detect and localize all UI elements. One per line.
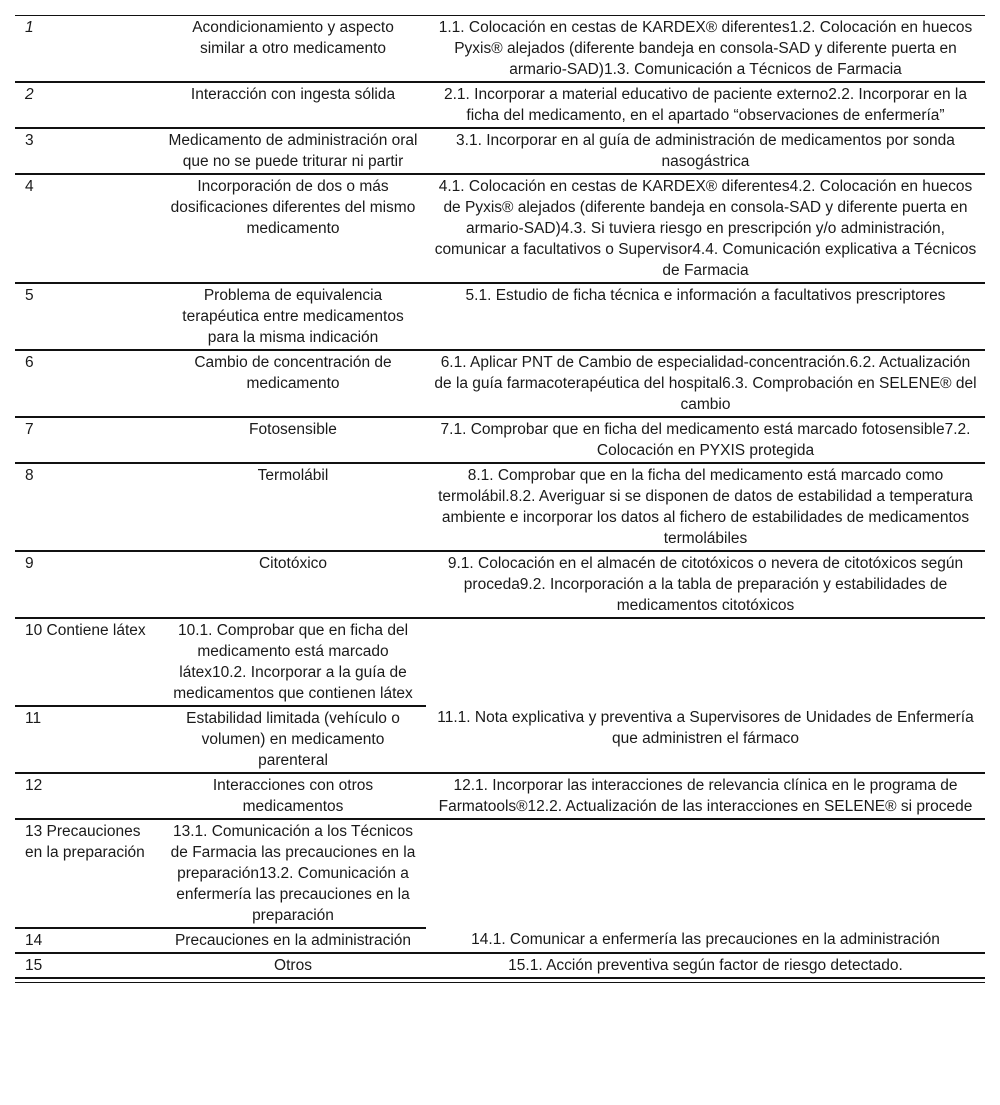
table-row: [15, 16, 985, 82]
risk-factor: Acondicionamiento y aspecto similar a otro medicamento: [160, 16, 426, 82]
row-number: 8: [15, 463, 160, 551]
risk-factor: Estabilidad limitada (vehículo o volumen) en medicamento parenteral: [160, 706, 426, 773]
risk-factor: Interacción con ingesta sólida: [160, 82, 426, 128]
preventive-action-empty: [426, 819, 985, 928]
risk-factor: Incorporación de dos o más dosificaciones diferentes del mismo medicamento: [160, 174, 426, 283]
table-row: [15, 618, 985, 706]
table-row: [15, 773, 985, 819]
preventive-action: 3.1. Incorporar en al guía de administración de medicamentos por sonda nasogástrica: [426, 128, 985, 174]
row-number: 6: [15, 350, 160, 417]
risk-factor: 10.1. Comprobar que en ficha del medicamento está marcado látex10.2. Incorporar a la guía de medicamentos que contienen látex: [160, 618, 426, 706]
row-number: 10 Contiene látex: [15, 618, 160, 706]
table-row: [15, 128, 985, 174]
risk-factor: Cambio de concentración de medicamento: [160, 350, 426, 417]
preventive-action: 5.1. Estudio de ficha técnica e información a facultativos prescriptores: [426, 283, 985, 350]
preventive-action: 1.1. Colocación en cestas de KARDEX® diferentes1.2. Colocación en huecos Pyxis® alejados (diferente bandeja en consola-SAD y diferente puerta en armario-SAD)1.3. Comunicación a Técnicos de Farmacia: [426, 16, 985, 82]
row-number: 7: [15, 417, 160, 463]
table-body: [15, 16, 985, 978]
table-row: [15, 551, 985, 618]
preventive-action: 15.1. Acción preventiva según factor de riesgo detectado.: [426, 953, 985, 978]
table-bottom-rule: [15, 982, 985, 983]
row-number: 1: [15, 16, 160, 82]
preventive-action-empty: [426, 618, 985, 706]
preventive-action: 6.1. Aplicar PNT de Cambio de especialidad-concentración.6.2. Actualización de la guía farmacoterapéutica del hospital6.3. Comprobación en SELENE® del cambio: [426, 350, 985, 417]
preventive-action: 7.1. Comprobar que en ficha del medicamento está marcado fotosensible7.2. Colocación en PYXIS protegida: [426, 417, 985, 463]
preventive-action: 2.1. Incorporar a material educativo de paciente externo2.2. Incorporar en la ficha del medicamento, en el apartado “observaciones de enfermería”: [426, 82, 985, 128]
preventive-action: 9.1. Colocación en el almacén de citotóxicos o nevera de citotóxicos según proceda9.2. Incorporación a la tabla de preparación y estabilidades de medicamentos citotóxicos: [426, 551, 985, 618]
table-row: [15, 819, 985, 928]
preventive-action: 11.1. Nota explicativa y preventiva a Supervisores de Unidades de Enfermería que administren el fármaco: [426, 706, 985, 773]
risk-factor: Interacciones con otros medicamentos: [160, 773, 426, 819]
table-row: [15, 928, 985, 953]
table-row: [15, 174, 985, 283]
preventive-action: 12.1. Incorporar las interacciones de relevancia clínica en le programa de Farmatools®12.2. Actualización de las interacciones en SELENE® si procede: [426, 773, 985, 819]
risk-factor: Termolábil: [160, 463, 426, 551]
risk-factor: Citotóxico: [160, 551, 426, 618]
risk-factor: Otros: [160, 953, 426, 978]
row-number: 3: [15, 128, 160, 174]
table-row: [15, 350, 985, 417]
table-row: [15, 82, 985, 128]
preventive-action: 8.1. Comprobar que en la ficha del medicamento está marcado como termolábil.8.2. Averiguar si se disponen de datos de estabilidad a temperatura ambiente e incorporar los datos al fichero de estabilidades de medicamentos termolábiles: [426, 463, 985, 551]
table-row: [15, 417, 985, 463]
risk-factor: Problema de equivalencia terapéutica entre medicamentos para la misma indicación: [160, 283, 426, 350]
risk-factor: Fotosensible: [160, 417, 426, 463]
table-row: [15, 283, 985, 350]
row-number: 15: [15, 953, 160, 978]
table-row: [15, 463, 985, 551]
risk-factor: 13.1. Comunicación a los Técnicos de Farmacia las precauciones en la preparación13.2. Comunicación a enfermería las precauciones en la preparación: [160, 819, 426, 928]
row-number: 5: [15, 283, 160, 350]
risk-factor-table: [15, 15, 985, 979]
row-number: 11: [15, 706, 160, 773]
risk-factor: Precauciones en la administración: [160, 928, 426, 953]
row-number: 14: [15, 928, 160, 953]
row-number: 9: [15, 551, 160, 618]
row-number: 2: [15, 82, 160, 128]
row-number: 13 Precauciones en la preparación: [15, 819, 160, 928]
row-number: 4: [15, 174, 160, 283]
row-number: 12: [15, 773, 160, 819]
preventive-action: 14.1. Comunicar a enfermería las precauciones en la administración: [426, 928, 985, 953]
risk-factor-table-container: [15, 15, 985, 983]
preventive-action: 4.1. Colocación en cestas de KARDEX® diferentes4.2. Colocación en huecos de Pyxis® alejados (diferente bandeja en consola-SAD y diferente puerta en armario-SAD)4.3. Si tuviera riesgo en prescripción y/o administración, comunicar a facultativos o Supervisor4.4. Comunicación explicativa a Técnicos de Farmacia: [426, 174, 985, 283]
risk-factor: Medicamento de administración oral que no se puede triturar ni partir: [160, 128, 426, 174]
table-row: [15, 953, 985, 978]
table-row: [15, 706, 985, 773]
